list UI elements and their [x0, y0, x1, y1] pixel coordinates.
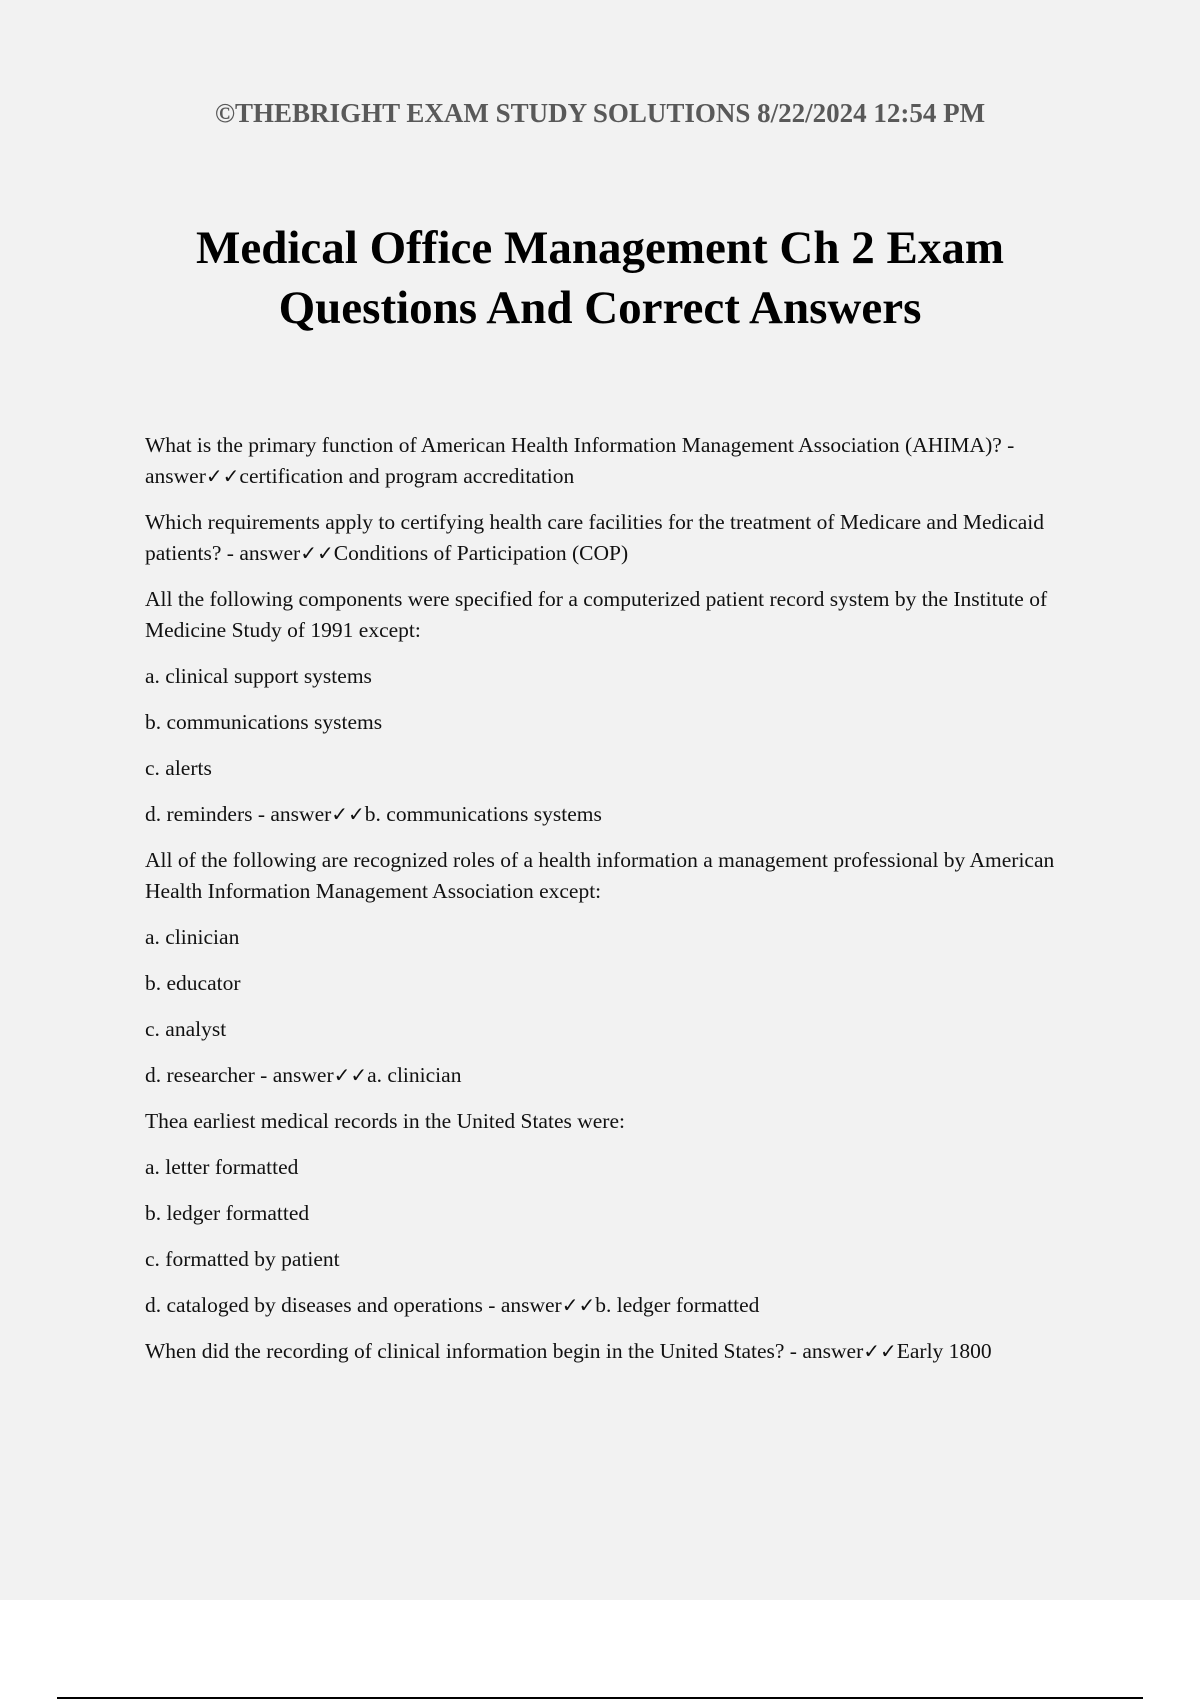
- question-3-option-c: c. alerts: [145, 756, 212, 780]
- check-mark-icon: ✓✓: [863, 1339, 897, 1363]
- page-divider: [57, 1697, 1143, 1699]
- check-mark-icon: ✓✓: [333, 1063, 368, 1087]
- question-4-option-a: a. clinician: [145, 925, 240, 949]
- question-3-stem: All the following components were specified for a computerized patient record system by the Institute of Medicine Study of 1991 except:: [145, 587, 1048, 642]
- question-3-option-a: a. clinical support systems: [145, 664, 372, 688]
- check-mark-icon: ✓✓: [205, 464, 240, 488]
- question-1-answer: certification and program accreditation: [239, 464, 575, 488]
- question-1: [145, 430, 1080, 492]
- question-6-answer: Early 1800: [896, 1339, 992, 1363]
- question-3-option-b: b. communications systems: [145, 710, 383, 734]
- question-4-option-c: c. analyst: [145, 1017, 227, 1041]
- question-4-answer: a. clinician: [367, 1063, 462, 1087]
- question-6: [145, 1336, 1080, 1367]
- question-3-last-option: d. reminders - answer: [145, 802, 332, 826]
- question-6-prompt: When did the recording of clinical information begin in the United States? - answer: [145, 1339, 864, 1363]
- question-5-option-c: c. formatted by patient: [145, 1247, 340, 1271]
- check-mark-icon: ✓✓: [331, 802, 365, 826]
- question-3-answer: b. communications systems: [364, 802, 602, 826]
- question-5-option-d: [145, 1290, 1080, 1321]
- question-1-prompt: What is the primary function of American Health Information Management Association (AHIMA)? - answer: [145, 433, 1015, 488]
- question-5-stem: Thea earliest medical records in the United States were:: [145, 1109, 625, 1133]
- question-4-option-b: b. educator: [145, 971, 241, 995]
- question-5-option-a: a. letter formatted: [145, 1155, 299, 1179]
- question-4-stem: All of the following are recognized roles of a health information a management professional by American Health Information Management Association except:: [145, 848, 1055, 903]
- question-2: [145, 507, 1080, 569]
- copyright-watermark: ©THEBRIGHT EXAM STUDY SOLUTIONS 8/22/2024 12:54 PM: [214, 98, 986, 128]
- question-4-option-d: [145, 1060, 1080, 1091]
- question-5-option-b: b. ledger formatted: [145, 1201, 310, 1225]
- document-body: [145, 430, 1080, 1382]
- question-5-answer: b. ledger formatted: [595, 1293, 760, 1317]
- question-4-last-option: d. researcher - answer: [145, 1063, 334, 1087]
- question-3-option-d: [145, 799, 1080, 830]
- document-title: Medical Office Management Ch 2 Exam Questions And Correct Answers: [196, 222, 1004, 334]
- check-mark-icon: ✓✓: [300, 541, 334, 565]
- question-5-last-option: d. cataloged by diseases and operations - answer: [145, 1293, 562, 1317]
- question-2-prompt: Which requirements apply to certifying health care facilities for the treatment of Medicare and Medicaid patients? - answer: [145, 510, 1045, 565]
- check-mark-icon: ✓✓: [561, 1293, 596, 1317]
- question-2-answer: Conditions of Participation (COP): [333, 541, 629, 565]
